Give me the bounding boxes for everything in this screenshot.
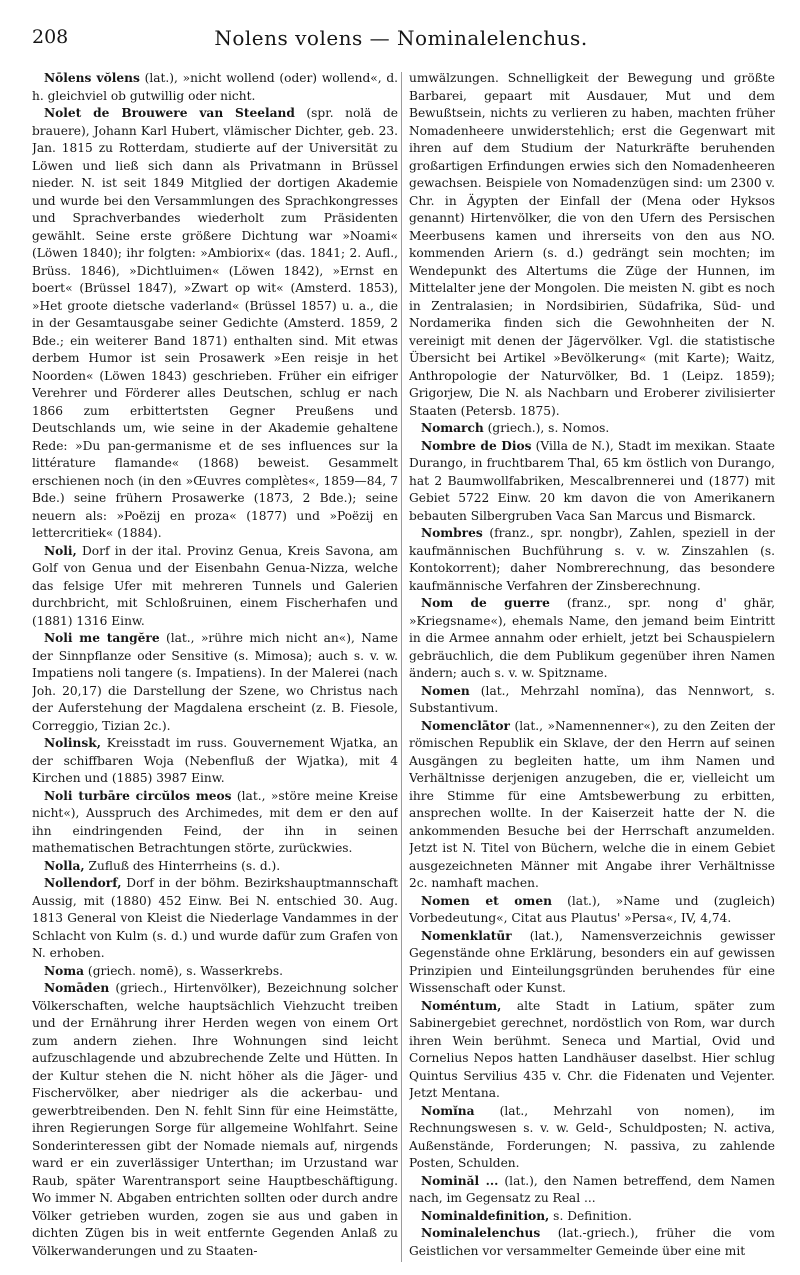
- entry-headword: Nomenclātor: [421, 718, 510, 733]
- dictionary-entry: [409, 1225, 775, 1260]
- page-number: 208: [32, 26, 69, 48]
- dictionary-entry: [32, 875, 398, 963]
- entry-headword: Nomāden: [44, 981, 110, 995]
- entry-headword: Nom de guerre: [421, 596, 550, 610]
- entry-headword: Nolinsk,: [44, 736, 101, 750]
- entry-headword: Nolla,: [44, 858, 85, 873]
- dictionary-entry: [409, 998, 775, 1103]
- entry-text: Zufluß des Hinterrheins (s. d.).: [84, 858, 281, 873]
- entry-text: (lat.-griech.), früher die vom Geistlichen vor versammelter Gemeinde über eine mit: [409, 1226, 775, 1258]
- entry-text: umwälzungen. Schnelligkeit der Bewegung und größte Barbarei, gepaart mit Ausdauer, Mut und dem Bewußtsein, nichts zu verlieren zu haben, machten früher Nomadenheere unwiderstehlich; erst die Gegenwart mit ihren auf dem Studium der Naturkräfte beruhenden großartigen Erfindungen erwies sich den Nomadenheeren gewachsen. Beispiele von Nomadenzügen sind: um 2300 v. Chr. in Ägypten der Einfall der (Mena oder Hyksos genannt) Hirtenvölker, die von den Ufern des Persischen Meerbusens kamen und ihrerseits von den aus NO. kommenden Ariern (s. d.) gedrängt sein mochten; im Wendepunkt des Altertums die Züge der Hunnen, im Mittelalter jene der Mongolen. Die meisten N. gibt es noch in Zentralasien; in Nordsibirien, Südafrika, Süd- und Nordamerika finden sich die Gewohnheiten der N. vereinigt mit denen der Jägervölker. Vgl. die statistische Übersicht bei Artikel »Bevölkerung« (mit Karte); Waitz, Anthropologie der Naturvölker, Bd. 1 (Leipz. 1859); Grigorjew, Die N. als Nachbarn und Eroberer zivilisierter Staaten (Petersb. 1875).: [409, 71, 775, 418]
- dictionary-entry: [409, 718, 775, 893]
- entry-headword: Nominaldefinition,: [421, 1208, 550, 1223]
- dictionary-entry: [409, 420, 775, 438]
- entry-headword: Nomen et omen: [421, 893, 552, 908]
- entry-headword: Nombres: [421, 526, 483, 540]
- entry-text: (lat.), Namensverzeichnis gewisser Gegenstände ohne Erklärung, besonders ein auf gewissen Prinzipien und Einteilungsgründen beruhendes für eine Wissenschaft oder Kunst.: [409, 928, 775, 995]
- dictionary-entry: [409, 1173, 775, 1208]
- entry-headword: Noli me tangĕre: [44, 631, 160, 645]
- dictionary-entry: [32, 105, 398, 543]
- entry-headword: Nominalelenchus: [421, 1226, 541, 1240]
- entry-headword: Nombre de Dios: [421, 438, 532, 453]
- entry-text: (griech.), s. Nomos.: [483, 421, 610, 435]
- entry-text: (lat., Mehrzahl nomĭna), das Nennwort, s. Substantivum.: [409, 683, 775, 715]
- entry-text: (franz., spr. nongbr), Zahlen, speziell in der kaufmännischen Buchführung s. v. w. Zinszahlen (s. Kontokorrent); daher Nombrerechnung, das besondere kaufmännische Verfahren der Zinsberechnung.: [409, 526, 775, 593]
- dictionary-entry: [32, 980, 398, 1260]
- running-title: Nolens volens — Nominalelenchus.: [214, 26, 588, 50]
- dictionary-entry: [32, 963, 398, 981]
- column-divider: [401, 72, 402, 1262]
- dictionary-entry: [409, 683, 775, 718]
- dictionary-entry: [32, 543, 398, 631]
- entry-headword: Nomarch: [421, 421, 484, 435]
- dictionary-entry: [32, 70, 398, 105]
- dictionary-entry: [409, 928, 775, 998]
- entry-text: (lat., Mehrzahl von nomen), im Rechnungswesen s. v. w. Geld-, Schuldposten; N. activa, Außenstände, Forderungen; N. passiva, zu zahlende Posten, Schulden.: [409, 1103, 775, 1170]
- dictionary-entry: [409, 1208, 775, 1226]
- entry-headword: Noméntum,: [421, 998, 502, 1013]
- entry-headword: Nōlens vŏlens: [44, 71, 140, 85]
- dictionary-entry: [32, 788, 398, 858]
- right-column: [409, 70, 775, 1265]
- dictionary-entry: [32, 858, 398, 876]
- entry-text: (lat., »Namennenner«), zu den Zeiten der römischen Republik ein Sklave, der den Herrn auf seinen Ausgängen zu begleiten hatte, um ihm Namen und Verhältnisse derjenigen anzugeben, die er, vielleicht um ihre Stimme für eine Amtsbewerbung zu erbitten, ansprechen wollte. In der Kaiserzeit hatte der N. die ankommenden Besuche bei der Herrschaft anzumelden. Jetzt ist N. Titel von Büchern, welche die in einem Gebiet ausgezeichneten Männer mit Angabe ihrer Verhältnisse 2c. namhaft machen.: [409, 718, 775, 890]
- entry-text: Kreisstadt im russ. Gouvernement Wjatka, an der schiffbaren Woja (Nebenfluß der Wjatka), mit 4 Kirchen und (1885) 3987 Einw.: [32, 736, 398, 785]
- entry-headword: Nolet de Brouwere van Steeland: [44, 106, 295, 120]
- entry-text: (lat.), »nicht wollend (oder) wollend«, d. h. gleichviel ob gutwillig oder nicht.: [32, 71, 398, 103]
- left-column: [32, 70, 398, 1265]
- entry-headword: Nomen: [421, 683, 470, 698]
- entry-text: s. Definition.: [549, 1208, 632, 1223]
- dictionary-entry: [32, 630, 398, 735]
- dictionary-entry-continuation: [409, 70, 775, 420]
- entry-headword: Noma: [44, 963, 85, 978]
- dictionary-entry: [409, 1103, 775, 1173]
- entry-headword: Noli,: [44, 543, 77, 558]
- entry-text: (griech. nomē), s. Wasserkrebs.: [84, 963, 283, 978]
- entry-text: Dorf in der ital. Provinz Genua, Kreis Savona, am Golf von Genua und der Eisenbahn Genua-Nizza, welche das felsige Ufer mit mehreren Tunnels und Galerien durchbricht, mit Schloßruinen, einem Fischerhafen und (1881) 1316 Einw.: [32, 543, 398, 628]
- entry-text: (Villa de N.), Stadt im mexikan. Staate Durango, in fruchtbarem Thal, 65 km östlich von Durango, hat 2 Baumwollfabriken, Mescalbrennerei und (1877) mit Gebiet 5722 Einw. 20 km davon die von Amerikanern bebauten Silbergruben Vaca San Marcus und Bismarck.: [409, 438, 775, 523]
- entry-text: (griech., Hirtenvölker), Bezeichnung solcher Völkerschaften, welche hauptsächlich Viehzucht treiben und der Ernährung ihrer Herden wegen von einem Ort zum andern ziehen. Ihre Wohnungen sind leicht aufzuschlagende und abzubrechende Zelte und Hütten. In der Kultur stehen die N. nicht höher als die Jäger- und Fischervölker, aber niedriger als die ackerbau- und gewerbtreibenden. Den N. fehlt Sinn für eine Heimstätte, ihren Regierungen Sorge für allgemeine Wohlfahrt. Seine Sonderinteressen gibt der Nomade niemals auf, nirgends ward er ein zuverlässiger Unterthan; im Urzustand war Raub, später Warentransport seine Hauptbeschäftigung. Wo immer N. Abgaben entrichten sollten oder durch andre Völker getrieben wurden, zogen sie aus und gaben in dichten Zügen bis in weit entfernte Gegenden Anlaß zu Völkerwanderungen und zu Staaten-: [32, 981, 398, 1258]
- entry-text: (lat.), den Namen betreffend, dem Namen nach, im Gegensatz zu Real ...: [409, 1173, 775, 1205]
- page-header: [32, 26, 770, 52]
- entry-headword: Nollendorf,: [44, 876, 122, 890]
- entry-text: (spr. nolä de brauere), Johann Karl Hubert, vlämischer Dichter, geb. 23. Jan. 1815 zu Rotterdam, studierte auf der Universität zu Löwen und ließ sich dann als Privatmann in Brüssel nieder. N. ist seit 1849 Mitglied der dortigen Akademie und wurde bei den Versammlungen des Sprachkongresses und Sprachverbandes wiederholt zum Präsidenten gewählt. Seine erste größere Dichtung war »Noami« (Löwen 1840); ihr folgten: »Ambiorix« (das. 1841; 2. Aufl., Brüss. 1846), »Dichtluimen« (Löwen 1842), »Ernst en boert« (Brüssel 1847), »Zwart op wit« (Amsterd. 1853), »Het groote dietsche vaderland« (Brüssel 1857) u. a., die in der Gesamtausgabe seiner Gedichte (Amsterd. 1859, 2 Bde.; ein weiterer Band 1871) enthalten sind. Mit etwas derbem Humor ist sein Prosawerk »Een reisje in het Noorden« (Löwen 1843) geschrieben. Früher ein eifriger Verehrer und Förderer alles Deutschen, schlug er nach 1866 zum erbittertsten Gegner Preußens und Deutschlands um, wie seine in der Akademie gehaltene Rede: »Du pan-germanisme et de ses influences sur la littérature flamande« (1868) beweist. Gesammelt erschienen noch (in den »Œuvres complètes«, 1859—84, 7 Bde.) seine frühern Prosawerke (1873, 2 Bde.); seine neuern als: »Poëzij en proza« (1877) und »Poëzij en lettercritiek« (1884).: [32, 106, 398, 540]
- dictionary-entry: [32, 735, 398, 788]
- dictionary-entry: [409, 438, 775, 526]
- entry-headword: Nomĭna: [421, 1103, 475, 1118]
- entry-headword: Nomenklatūr: [421, 928, 512, 943]
- entry-text: (franz., spr. nong d' ghär, »Kriegsname«), ehemals Name, den jemand beim Eintritt in die Armee annahm oder erhielt, jetzt bei Schauspielern gebräuchlich, die dem Publikum gegenüber ihren Namen ändern; auch s. v. w. Spitzname.: [409, 596, 775, 680]
- entry-text: (lat., »rühre mich nicht an«), Name der Sinnpflanze oder Sensitive (s. Mimosa); auch s. v. w. Impatiens noli tangere (s. Impatiens). In der Malerei (nach Joh. 20,17) die Darstellung der Szene, wo Christus nach der Auferstehung der Magdalena erscheint (z. B. Fiesole, Correggio, Tizian 2c.).: [32, 631, 398, 733]
- dictionary-entry: [409, 595, 775, 683]
- entry-text: Dorf in der böhm. Bezirkshauptmannschaft Aussig, mit (1880) 452 Einw. Bei N. entschied 30. Aug. 1813 General von Kleist die Niederlage Vandammes in der Schlacht von Kulm (s. d.) und wurde dafür zum Grafen von N. erhoben.: [32, 876, 398, 960]
- entry-text: (lat., »störe meine Kreise nicht«), Ausspruch des Archimedes, mit dem er den auf ihn eindringenden Feind, der ihn in seinen mathematischen Betrachtungen störte, zurückwies.: [32, 788, 398, 855]
- entry-headword: Nominăl ...: [421, 1173, 499, 1188]
- dictionary-entry: [409, 893, 775, 928]
- dictionary-entry: [409, 525, 775, 595]
- entry-text: (lat.), »Name und (zugleich) Vorbedeutung«, Citat aus Plautus' »Persa«, IV, 4,74.: [409, 893, 775, 925]
- entry-text: alte Stadt in Latium, später zum Sabinergebiet gerechnet, nordöstlich von Rom, war durch ihren Wein berühmt. Seneca und Martial, Ovid und Cornelius Nepos hatten Landhäuser daselbst. Hier schlug Quintus Servilius 435 v. Chr. die Fidenaten und Vejenter. Jetzt Mentana.: [409, 998, 775, 1100]
- entry-headword: Noli turbāre circŭlos meos: [44, 788, 232, 803]
